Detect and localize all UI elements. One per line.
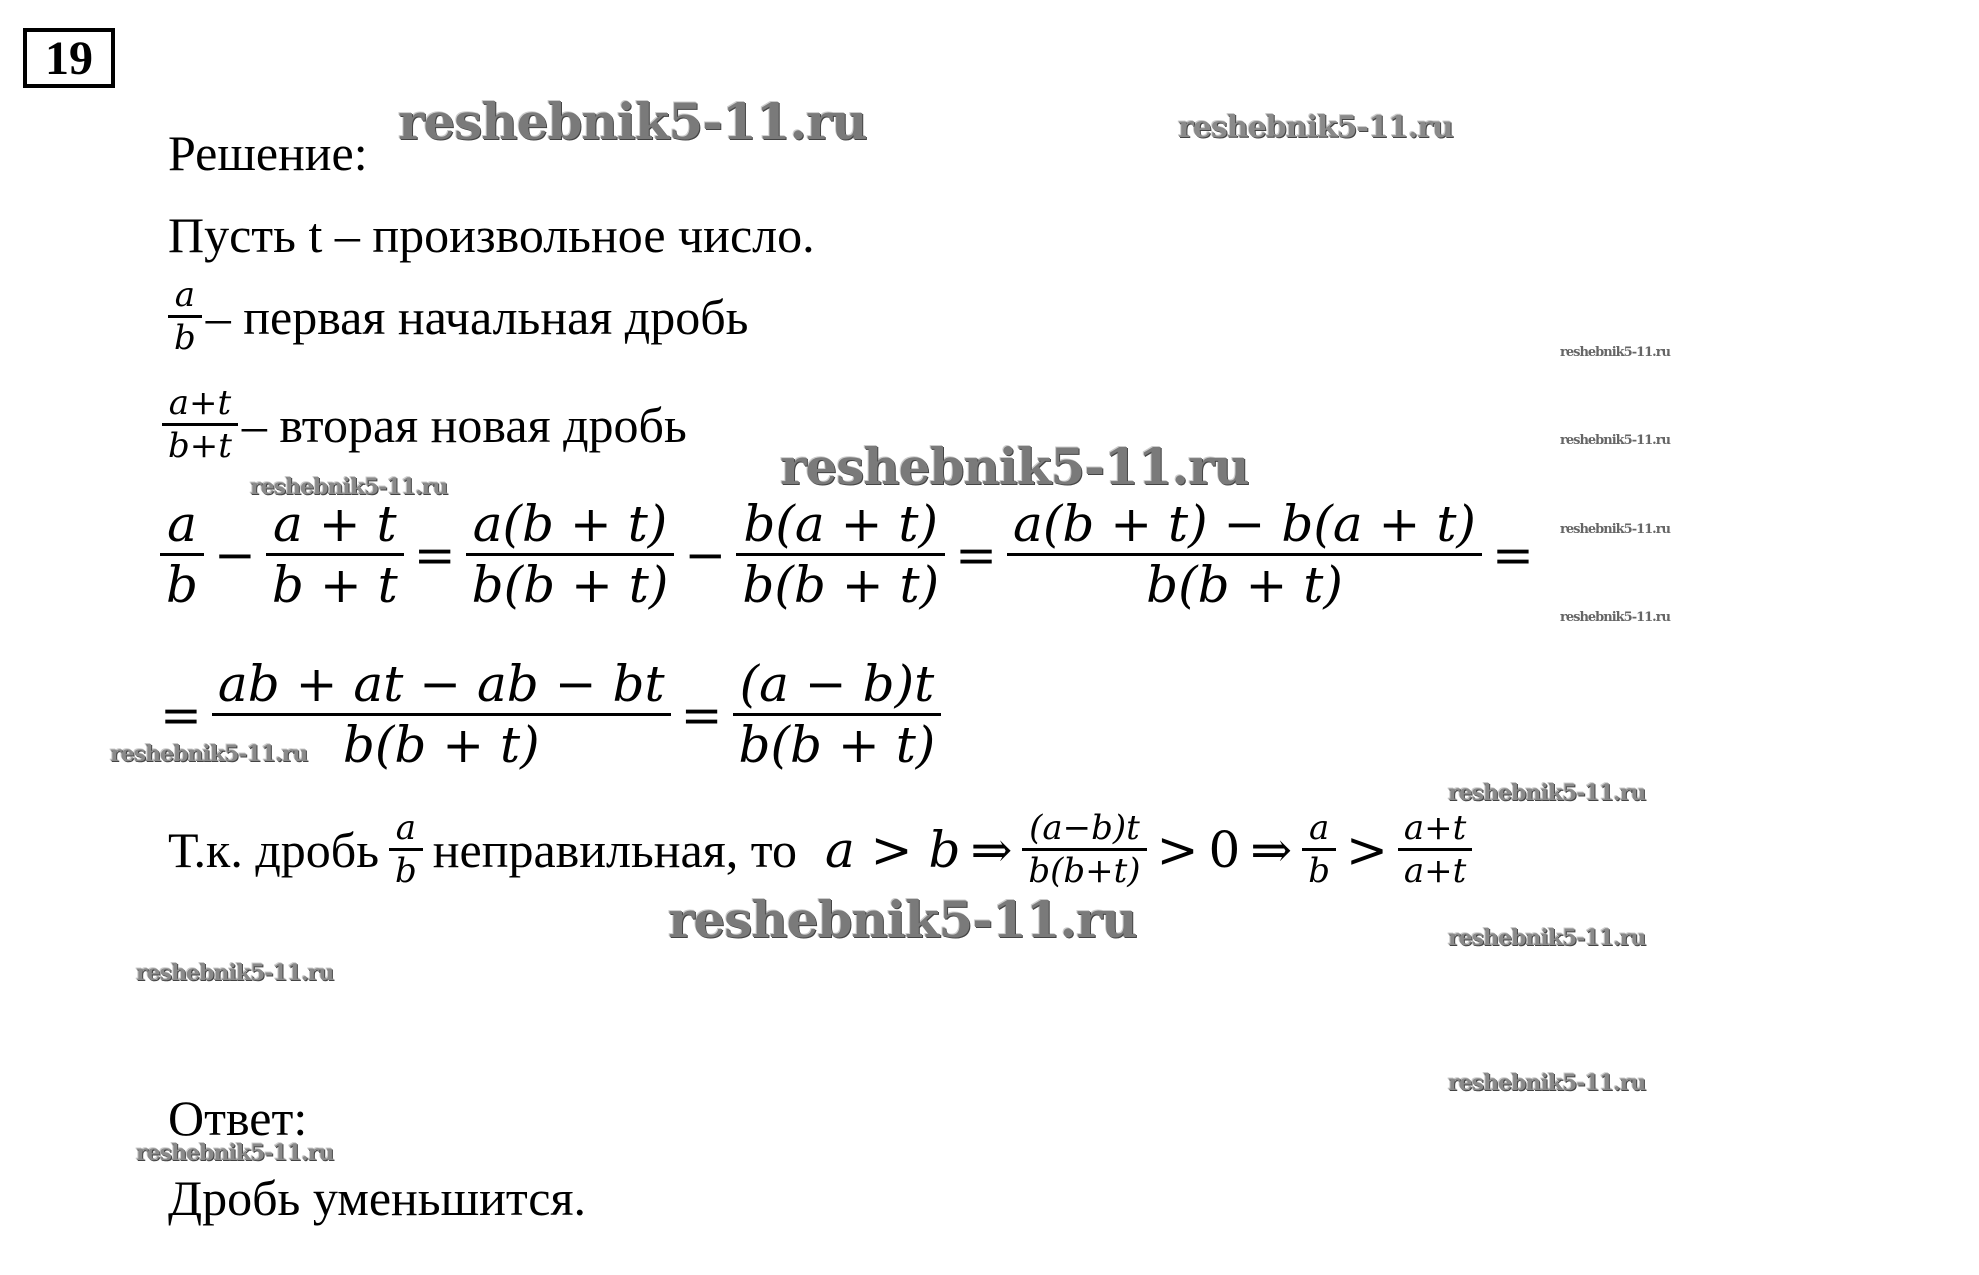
fraction-a-b: $\frac{a}{b}$ xyxy=(168,275,202,358)
problem-number-box xyxy=(23,28,115,88)
watermark: reshebnik5-11.ru xyxy=(780,437,1249,496)
conclusion-fraction-difference: $\frac{(a-b)t}{b(b+t)}$ xyxy=(1022,808,1146,891)
solution-heading: Решение: xyxy=(168,125,368,181)
conclusion-line xyxy=(168,808,1472,891)
second-fraction-line xyxy=(162,383,687,466)
watermark: reshebnik5-11.ru xyxy=(1448,925,1646,951)
watermark: reshebnik5-11.ru xyxy=(1560,433,1671,448)
minus-sign: − xyxy=(684,525,727,584)
watermark: reshebnik5-11.ru xyxy=(136,960,334,986)
eq1-fraction-5: $\frac{a(b + t) - b(a + t)}{b(b + t)}$ xyxy=(1007,495,1482,614)
conclusion-fraction-a-b-2: $\frac{a}{b}$ xyxy=(1302,808,1336,891)
zero: 0 xyxy=(1208,820,1241,879)
watermark: reshebnik5-11.ru xyxy=(110,741,308,767)
watermark: reshebnik5-11.ru xyxy=(250,474,448,500)
equals-sign: = xyxy=(680,685,723,744)
let-t-line: Пусть t – произвольное число. xyxy=(168,207,815,263)
eq2-fraction-1: $\frac{ab + at - ab - bt}{b(b + t)}$ xyxy=(212,655,671,774)
watermark: reshebnik5-11.ru xyxy=(1560,522,1671,537)
conclusion-middle: неправильная, то xyxy=(432,821,797,878)
minus-sign: − xyxy=(214,525,256,584)
equals-sign: = xyxy=(955,525,998,584)
equals-sign: = xyxy=(413,525,456,584)
conclusion-fraction-at-at: $\frac{a+t}{a+t}$ xyxy=(1398,808,1472,891)
fraction-at-bt: $\frac{a+t}{b+t}$ xyxy=(162,383,238,466)
conclusion-prefix: Т.к. дробь xyxy=(168,821,380,878)
watermark: reshebnik5-11.ru xyxy=(668,890,1137,949)
watermark: reshebnik5-11.ru xyxy=(398,92,867,151)
a-greater-b: a > b xyxy=(824,820,961,879)
answer-text: Дробь уменьшится. xyxy=(168,1170,586,1226)
eq1-fraction-3: $\frac{a(b + t)}{b(b + t)}$ xyxy=(466,495,675,614)
eq1-fraction-4: $\frac{b(a + t)}{b(b + t)}$ xyxy=(736,495,945,614)
equation-line-1 xyxy=(160,495,1544,614)
equals-sign: = xyxy=(160,685,202,744)
watermark: reshebnik5-11.ru xyxy=(1178,110,1453,145)
eq1-fraction-2: $\frac{a + t}{b + t}$ xyxy=(266,495,404,614)
second-fraction-description: – вторая новая дробь xyxy=(241,396,687,453)
greater-sign: > xyxy=(1156,820,1199,879)
greater-sign: > xyxy=(1345,820,1388,879)
conclusion-fraction-a-b: $\frac{a}{b}$ xyxy=(389,808,423,891)
first-fraction-description: – первая начальная дробь xyxy=(205,288,749,345)
equals-sign: = xyxy=(1491,525,1534,584)
watermark: reshebnik5-11.ru xyxy=(1448,780,1646,806)
first-fraction-line xyxy=(168,275,748,358)
watermark: reshebnik5-11.ru xyxy=(1448,1070,1646,1096)
answer-label: Ответ: xyxy=(168,1090,308,1146)
eq2-fraction-2: $\frac{(a - b)t}{b(b + t)}$ xyxy=(733,655,942,774)
implies-sign: ⇒ xyxy=(970,820,1013,879)
problem-number: 19 xyxy=(45,31,93,85)
eq1-fraction-1: $\frac{a}{b}$ xyxy=(160,495,204,614)
implies-sign: ⇒ xyxy=(1250,820,1293,879)
watermark: reshebnik5-11.ru xyxy=(136,1140,334,1166)
watermark: reshebnik5-11.ru xyxy=(1560,345,1671,360)
watermark: reshebnik5-11.ru xyxy=(1560,610,1671,625)
